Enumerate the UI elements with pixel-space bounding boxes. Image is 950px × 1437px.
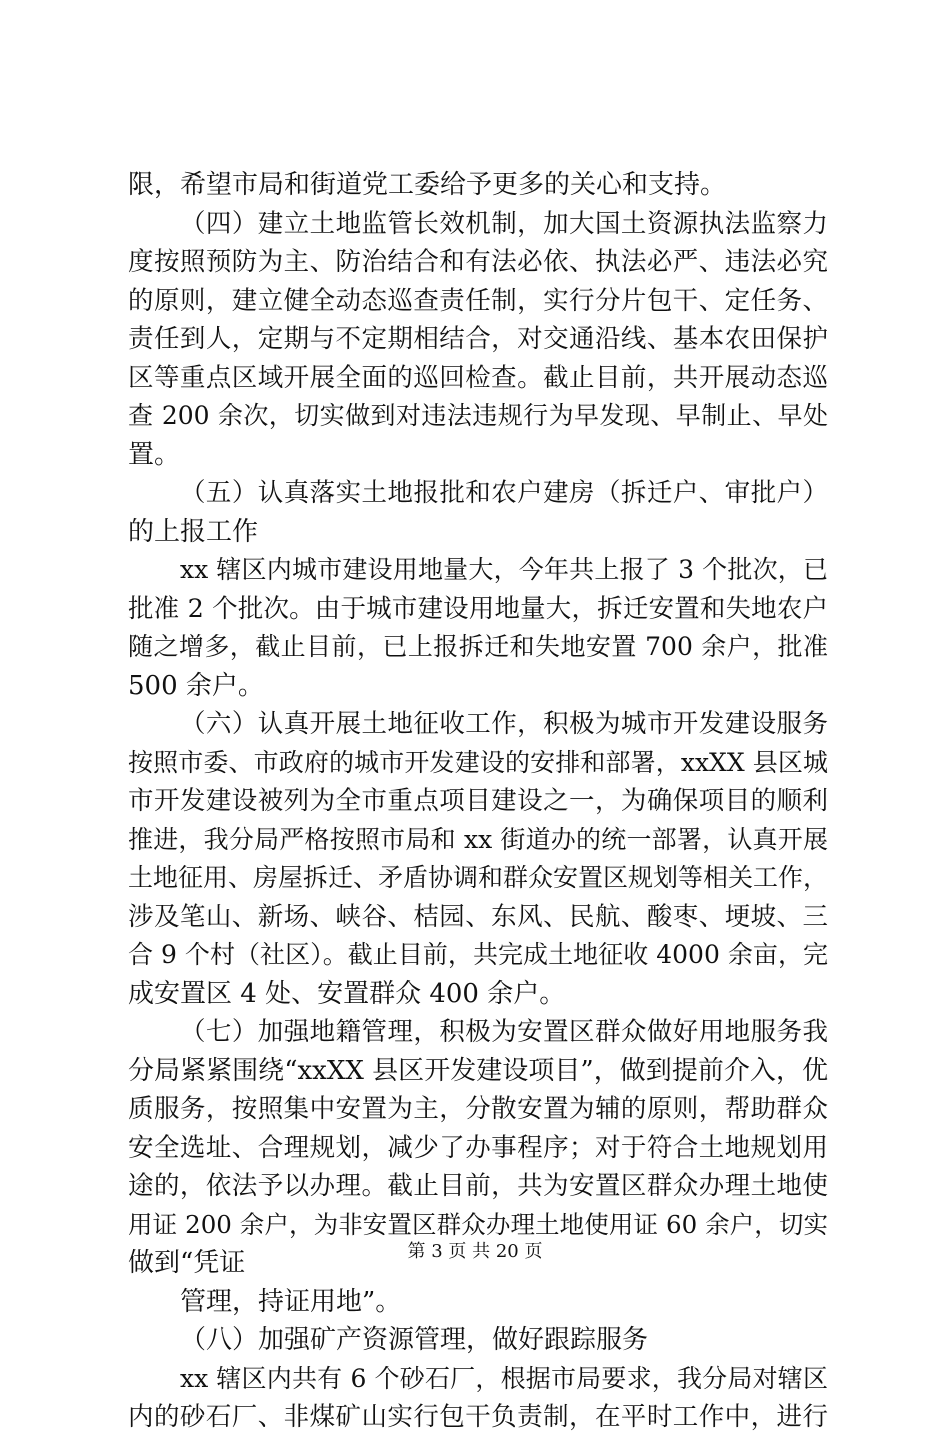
text-line: 途的，依法予以办理。截止目前，共为安置区群众办理土地使 xyxy=(128,1171,828,1201)
text-line: 500 余户。 xyxy=(128,670,264,701)
text-line: （五）认真落实土地报批和农户建房（拆迁户、审批户） xyxy=(180,478,828,508)
text-line: 按照市委、市政府的城市开发建设的安排和部署，xxXX 县区城 xyxy=(128,747,828,777)
text-line: 度按照预防为主、防治结合和有法必依、执法必严、违法必究 xyxy=(128,247,828,277)
text-line: （八）加强矿产资源管理，做好跟踪服务 xyxy=(180,1325,649,1355)
text-line: 分局紧紧围绕“xxXX 县区开发建设项目”，做到提前介入，优 xyxy=(128,1055,828,1086)
text-line: 推进，我分局严格按照市局和 xx 街道办的统一部署，认真开展 xyxy=(128,824,828,854)
text-line: 市开发建设被列为全市重点项目建设之一，为确保项目的顺利 xyxy=(128,786,828,816)
text-line: 成安置区 4 处、安置群众 400 余户。 xyxy=(128,978,566,1009)
text-line: 查 200 余次，切实做到对违法违规行为早发现、早制止、早处 xyxy=(128,401,828,430)
text-line: （四）建立土地监管长效机制，加大国土资源执法监察力 xyxy=(180,208,828,239)
text-line: 责任到人，定期与不定期相结合，对交通沿线、基本农田保护 xyxy=(128,324,828,354)
text-line: 随之增多，截止目前，已上报拆迁和失地安置 700 余户，批准 xyxy=(128,632,828,661)
text-line: 安全选址、合理规划，减少了办事程序；对于符合土地规划用 xyxy=(128,1132,828,1163)
text-line: xx 辖区内城市建设用地量大，今年共上报了 3 个批次，已 xyxy=(180,555,828,584)
page-footer: 第 3 页 共 20 页 xyxy=(407,1241,543,1262)
text-line: 用证 200 余户，为非安置区群众办理土地使用证 60 余户，切实 xyxy=(128,1209,828,1239)
text-line: 涉及笔山、新场、峡谷、桔园、东风、民航、酸枣、埂坡、三 xyxy=(128,901,828,932)
text-line: 区等重点区域开展全面的巡回检查。截止目前，共开展动态巡 xyxy=(128,362,828,393)
text-line: 土地征用、房屋拆迁、矛盾协调和群众安置区规划等相关工作， xyxy=(128,863,829,892)
text-line: 管理，持证用地”。 xyxy=(180,1286,402,1317)
text-line: 的上报工作 xyxy=(128,516,259,547)
text-line: 合 9 个村（社区）。截止目前，共完成土地征收 4000 余亩，完 xyxy=(128,940,828,969)
text-line: 置。 xyxy=(128,439,181,470)
text-line: （六）认真开展土地征收工作，积极为城市开发建设服务 xyxy=(180,709,828,739)
text-line: （七）加强地籍管理，积极为安置区群众做好用地服务我 xyxy=(180,1017,828,1047)
text-line: xx 辖区内共有 6 个砂石厂，根据市局要求，我分局对辖区 xyxy=(180,1363,828,1393)
text-line: 做到“凭证 xyxy=(128,1248,246,1278)
text-line: 限，希望市局和街道党工委给予更多的关心和支持。 xyxy=(128,170,727,200)
text-line: 内的砂石厂、非煤矿山实行包干负责制，在平时工作中，进行 xyxy=(128,1402,828,1432)
text-line: 的原则，建立健全动态巡查责任制，实行分片包干、定任务、 xyxy=(128,285,828,316)
text-line: 批准 2 个批次。由于城市建设用地量大，拆迁安置和失地农户 xyxy=(128,593,828,624)
text-line: 质服务，按照集中安置为主，分散安置为辅的原则，帮助群众 xyxy=(128,1094,828,1124)
